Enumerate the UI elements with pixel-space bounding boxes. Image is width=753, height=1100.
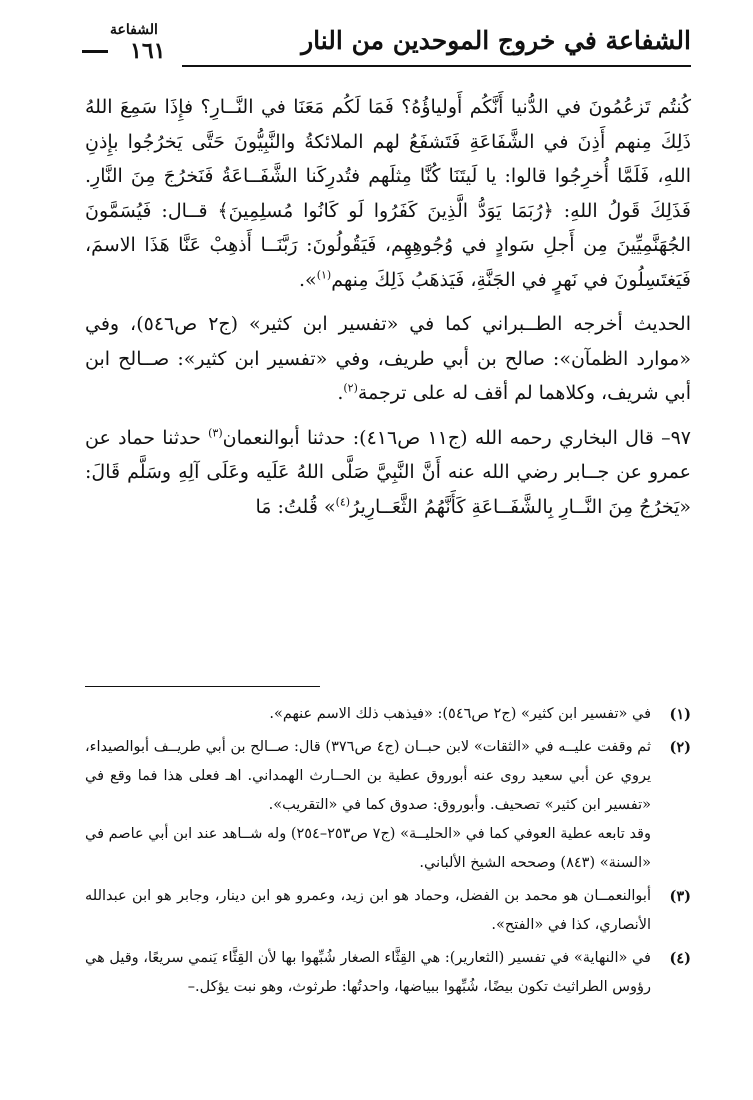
footnote-ref-4: (٤) <box>335 495 351 509</box>
paragraph-text: كُنتُم تَزعُمُونَ في الدُّنيا أَنَّكُم أَولياؤُهُ؟ فَمَا لَكُم مَعَنَا في النَّــارِ؟ فإِذَا سَمِعَ اللهُ ذَلِكَ مِنهم أَذِنَ في الشَّفَاعَةِ فَتَشفَعُ لهم الملائكةُ والنَّبِيُّونَ حَتَّى يَخرُجُوا بإِذنِ اللهِ، فَلَمَّا أُخرِجُوا قالوا: يا لَيتَنَا كُنَّا مِثلَهم فتُدرِكَنا الشَّفَــاعَةُ فَنَخرُجَ مِنَ النَّارِ. فَذَلِكَ قَولُ اللهِ: ﴿رُبَمَا يَوَدُّ الَّذِينَ كَفَرُوا لَو كَانُوا مُسلِمِينَ﴾ قــال: فَيُسَمَّونَ الجُهَنَّمِيِّينَ مِن أَجلِ سَوادٍ في وُجُوهِهِم، فَيَقُولُونَ: رَبَّنَــا أَذهِبْ عَنَّا هَذَا الاسمَ، فَيَغتَسِلُونَ في نَهرٍ في الجَنَّةِ، فَيَذهَبُ ذَلِكَ مِنهم <box>85 96 691 291</box>
footnote-text: في «تفسير ابن كثير» (ج٢ ص٥٤٦): «فيذهب ذلك الاسم عنهم». <box>269 706 651 722</box>
footnote-number: (١) <box>669 706 691 723</box>
footnote-ref-3: (٣) <box>208 426 223 440</box>
footnote-ref-2: (٢) <box>343 381 358 395</box>
footnote-2 <box>85 733 691 878</box>
paragraph-gap <box>85 411 691 421</box>
footnote-body <box>85 882 651 940</box>
footnote-number: (٤) <box>669 950 691 967</box>
footnote-text: وقد تابعه عطية العوفي كما في «الحليــة» (ج٧ ص٢٥٣–٢٥٤) وله شــاهد عند ابن أبي عاصم في «السنة» (٨٤٣) وصححه الشيخ الألباني. <box>85 826 651 871</box>
paragraph-end: ». <box>299 268 317 291</box>
footnote-1 <box>85 700 691 729</box>
paragraph-text: الحديث أخرجه الطــبراني كما في «تفسير ابن كثير» (ج٢ ص٥٤٦)، وفي «موارد الظمآن»: صالح بن أبي طريف، وفي «تفسير ابن كثير»: صــالح ابن أبي شريف، وكلاهما لم أقف له على ترجمة <box>85 313 691 404</box>
header-rule <box>182 65 691 67</box>
footnote-ref-1: (١) <box>316 268 332 282</box>
paragraph-end: . <box>337 382 344 404</box>
footnote-number: (٢) <box>669 739 691 756</box>
paragraph-hadith-97 <box>85 421 691 525</box>
paragraph-gap <box>85 297 691 307</box>
page-header <box>82 22 691 66</box>
footnote-4 <box>85 944 691 1002</box>
paragraph-text: ٩٧– قال البخاري رحمه الله (ج١١ ص٤١٦): حدثنا أبوالنعمان <box>222 426 692 449</box>
footnotes <box>85 700 691 1006</box>
header-page-block <box>82 22 222 66</box>
paragraph-hadith-continuation <box>85 90 691 297</box>
footnote-number: (٣) <box>669 888 691 905</box>
page-number-dash <box>82 50 108 53</box>
paragraph-takhrij <box>85 307 691 411</box>
footnote-body <box>85 944 651 1002</box>
footnote-text: في «النهاية» في تفسير (الثعارير): هي القِثَّاء الصغار شُبِّهوا بها لأن القِثَّاء يَنمي سريعًا، وقيل هي رؤوس الطراثيث تكون بيضًا، شُبِّهوا ببياضها، واحدتُها: طرثوث، وهو نبت يؤكل.– <box>85 950 651 995</box>
footnote-text: ثم وقفت عليــه في «الثقات» لابن حبــان (ج٤ ص٣٧٦) قال: صــالح بن أبي طريــف أبوالصيداء، يروي عن أبي سعيد روى عنه أبوروق عطية بن الحــارث الهمداني. اهـ فعلى هذا فما وقع في «تفسير ابن كثير» تصحيف. وأبوروق: صدوق كما في «التقريب». <box>85 739 651 813</box>
footnote-3 <box>85 882 691 940</box>
footnote-text: أبوالنعمــان هو محمد بن الفضل، وحماد هو ابن زيد، وعمرو هو ابن دينار، وجابر هو ابن عبدالله الأنصاري، كذا في «الفتح». <box>85 888 651 933</box>
main-text <box>85 90 691 524</box>
paragraph-end: » قُلتُ: مَا <box>255 495 336 518</box>
section-label: الشفاعة <box>110 22 158 38</box>
footnote-body <box>85 733 651 878</box>
footnote-separator <box>85 686 320 687</box>
footnote-body <box>85 700 651 729</box>
running-title: الشفاعة في خروج الموحدين من النار <box>301 26 691 55</box>
paragraph-text: حدثنا حماد عن عمرو عن جــابر رضي الله عنه أَنَّ النَّبِيَّ صَلَّى اللهُ عَلَيه وعَلَى آلِهِ وسَلَّم قَالَ: «يَخرُجُ مِنَ النَّــارِ بِالشَّفَــاعَةِ كَأَنَّهُمُ الثَّعَــارِيرُ <box>85 426 691 518</box>
page-number: ١٦١ <box>130 38 166 64</box>
